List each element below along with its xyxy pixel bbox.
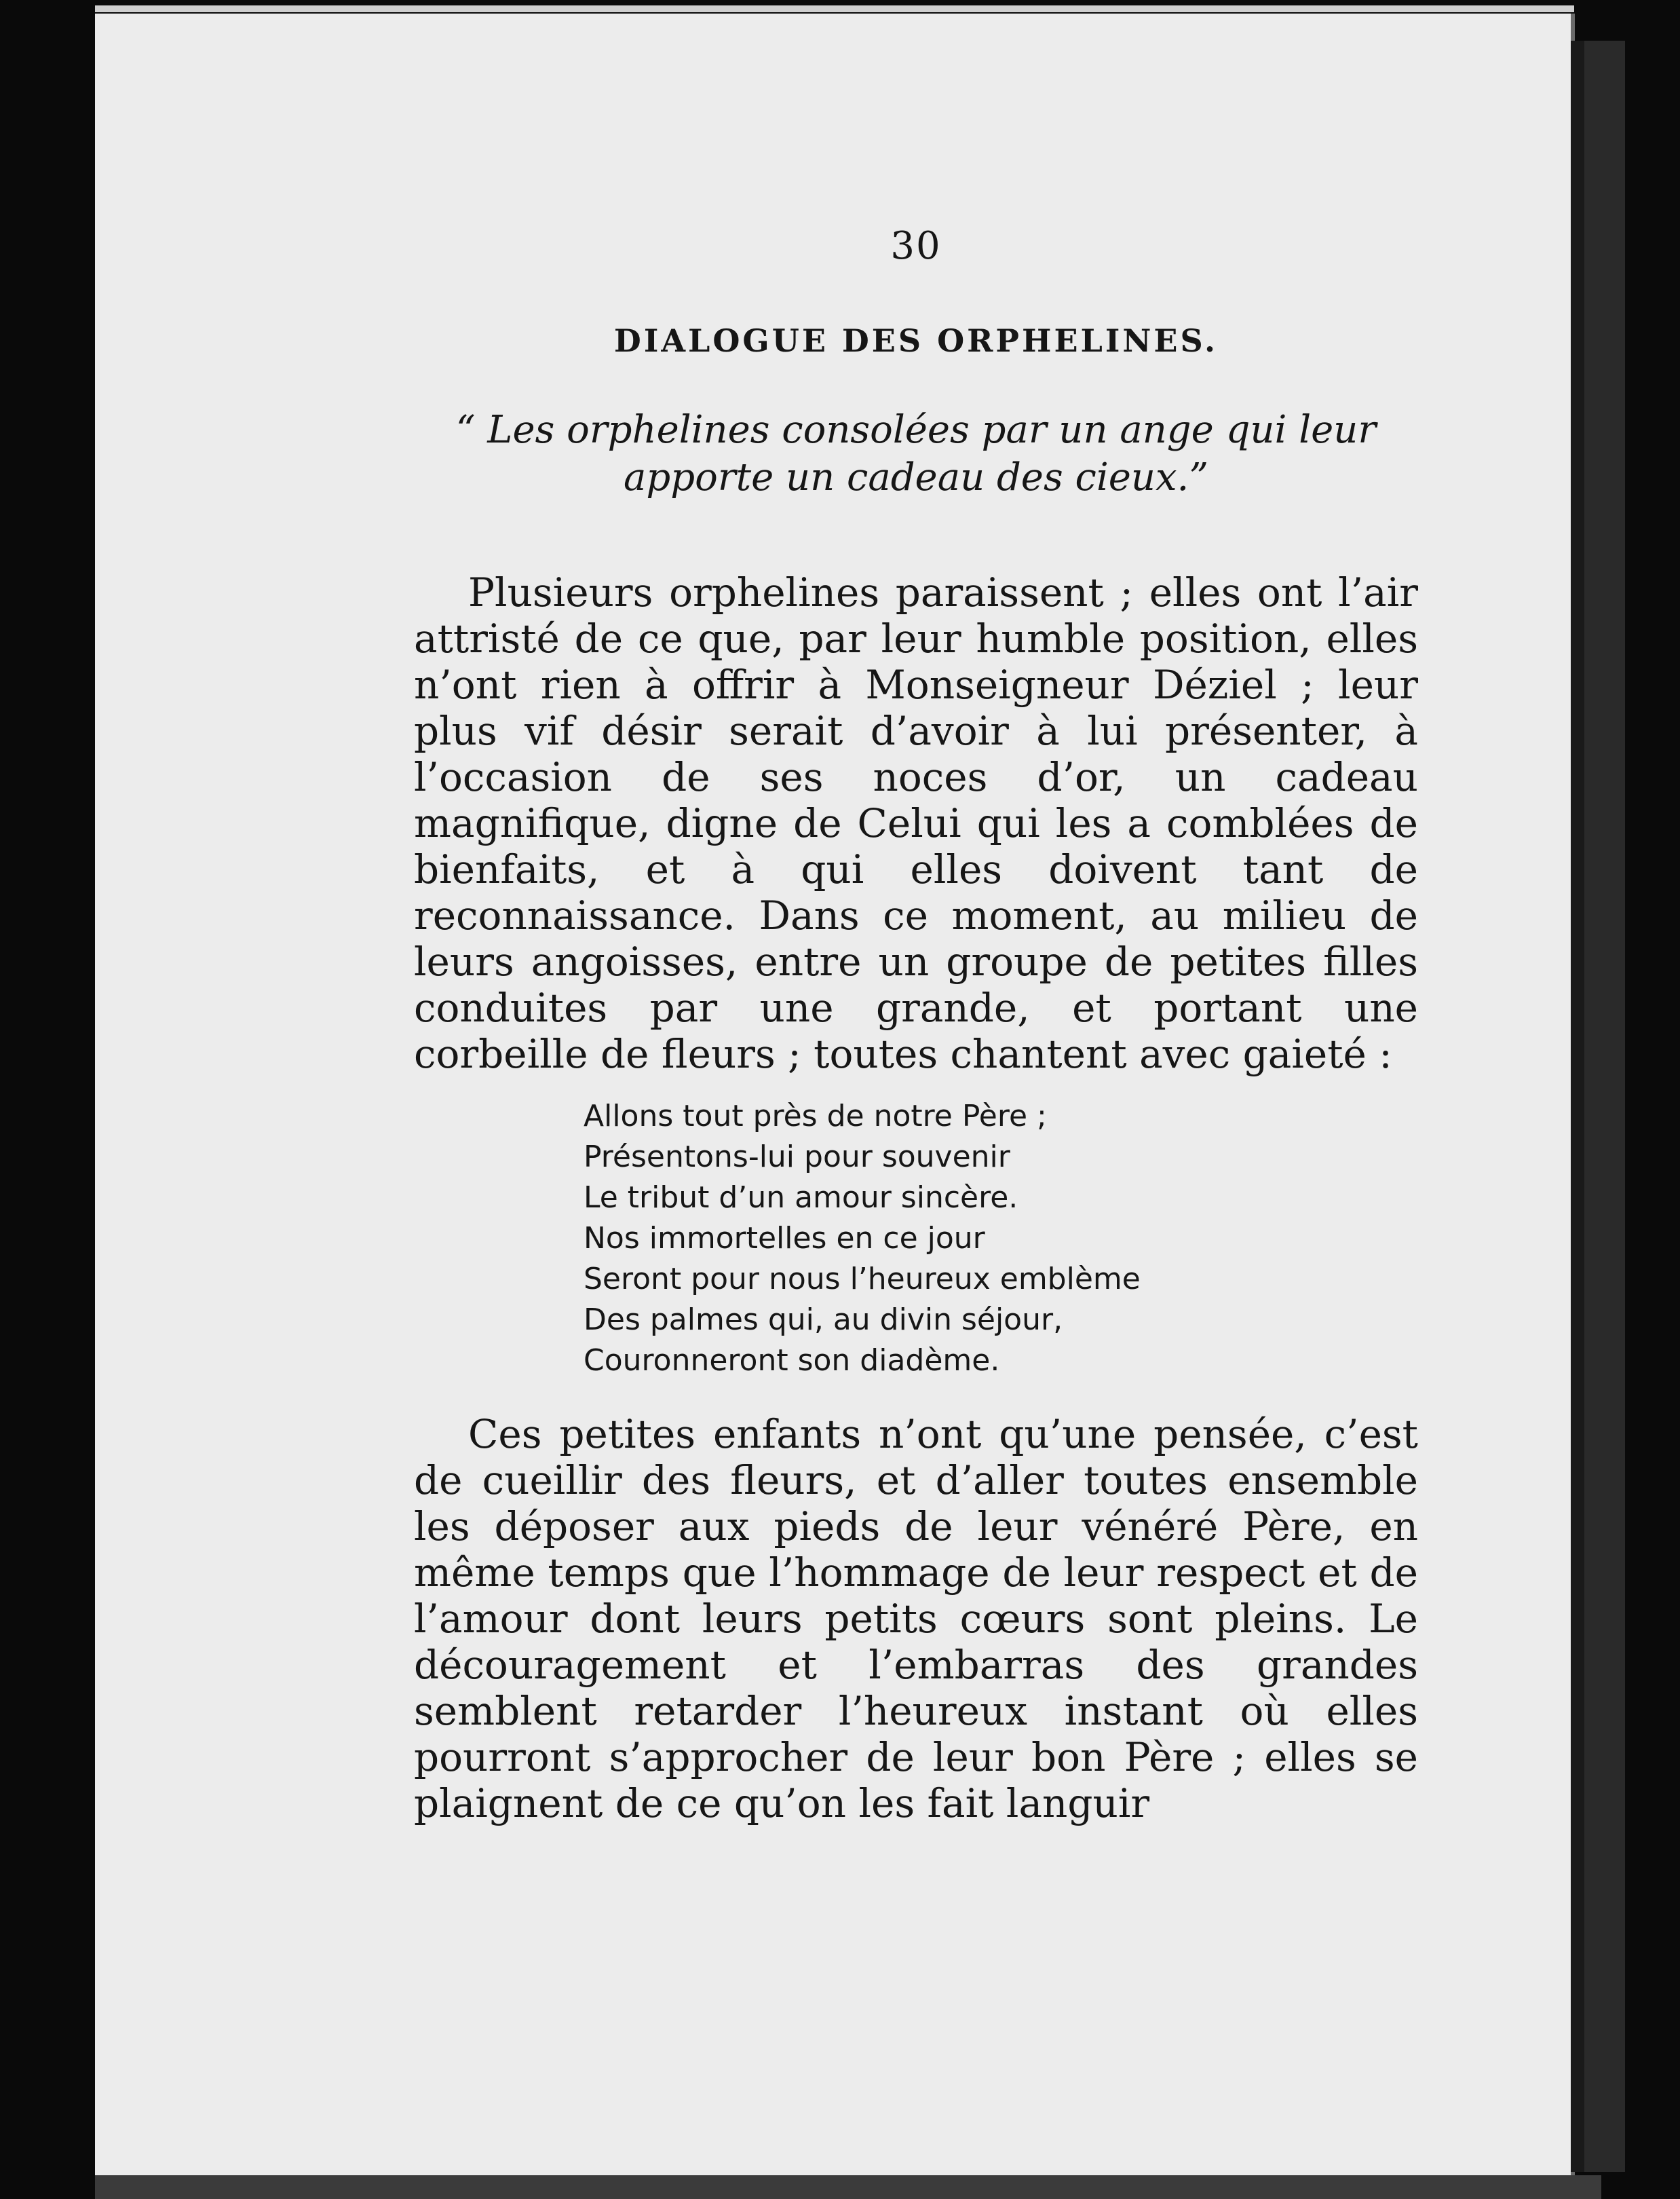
top-edge [95,5,1574,12]
page-edge [1571,41,1584,2172]
verse-line: Le tribut d’un amour sincère. [584,1180,1018,1215]
bottom-edge [95,2175,1601,2199]
verse-line: Des palmes qui, au divin séjour, [584,1302,1063,1337]
verse-line: Présentons-lui pour souvenir [584,1140,1010,1174]
song-verse [584,1096,1418,1381]
verse-line: Seront pour nous l’heureux emblème [584,1262,1141,1296]
verse-line: Allons tout près de notre Père ; [584,1099,1047,1133]
verse-line: Couronneront son diadème. [584,1343,1000,1378]
paragraph-1: Plusieurs orphelines paraissent ; elles ont l’air attristé de ce que, par leur humble position, elles n’ont rien à offrir à Monseigneur Déziel ; leur plus vif désir serait d’avoir à lui présenter, à l’occasion de ses noces d’or, un cadeau magnifique, digne de Celui qui les a comblées de bienfaits, et à qui elles doivent tant de reconnaissance. Dans ce moment, au milieu de leurs angoisses, entre un groupe de petites filles conduites par une grande, et portant une corbeille de fleurs ; toutes chantent avec gaieté : [414,569,1418,1077]
section-title: DIALOGUE DES ORPHELINES. [613,322,1219,359]
paragraph-2: Ces petites enfants n’ont qu’une pensée, c’est de cueillir des fleurs, et d’aller toutes ensemble les déposer aux pieds de leur vénéré Père, en même temps que l’hommage de leur respect et de l’amour dont leurs petits cœurs sont pleins. Le découragement et l’embarras des grandes semblent retarder l’heureux instant où elles pourront s’approcher de leur bon Père ; elles se plaignent de ce qu’on les fait languir [414,1411,1418,1826]
verse-line: Nos immortelles en ce jour [584,1221,985,1256]
section-subtitle: “ Les orphelines consolées par un ange qui leur apporte un cadeau des cieux.” [455,408,1377,500]
page-number: 30 [890,224,942,268]
adjacent-page-edge [1584,41,1625,2172]
page-content [414,224,1418,1826]
